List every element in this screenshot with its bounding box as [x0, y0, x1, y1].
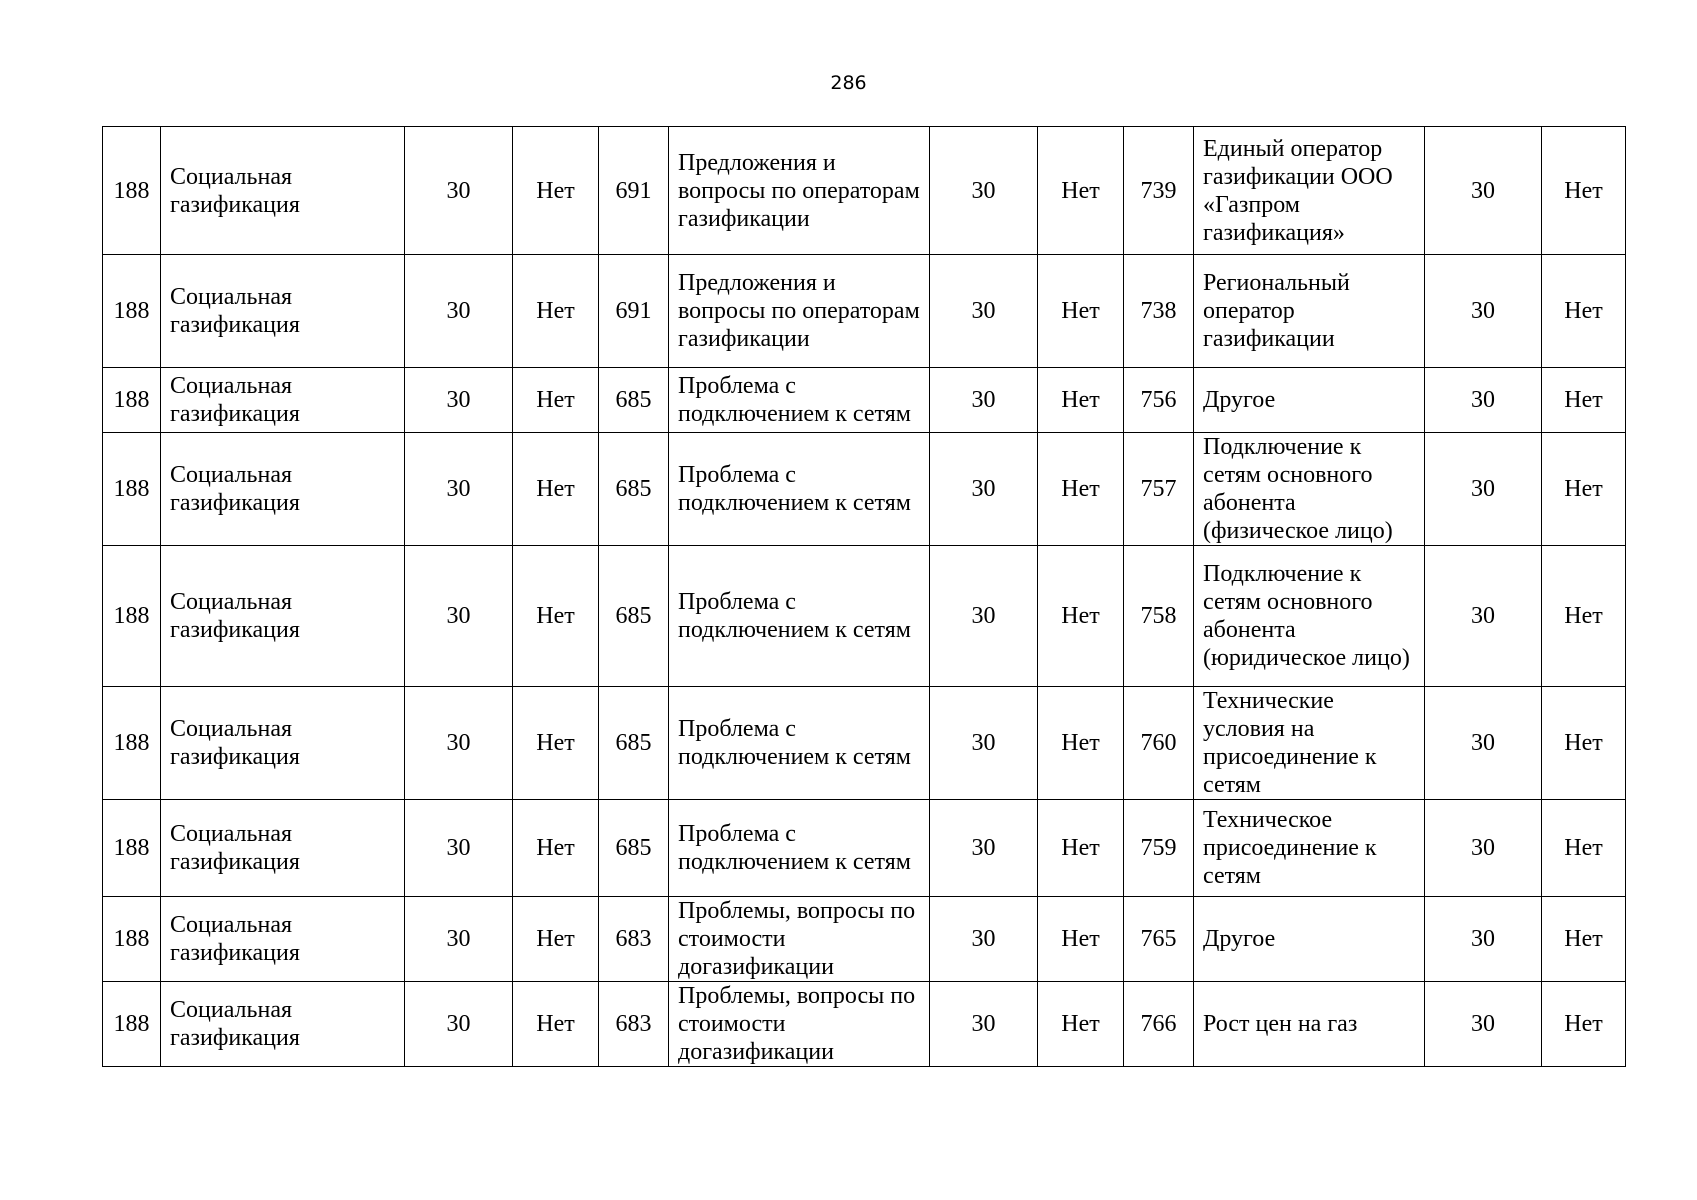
item-cell: Региональный оператор газификации	[1194, 255, 1425, 368]
subtopic-cell: Проблемы, вопросы по стоимости догазификации	[669, 897, 930, 982]
subtopic-flag-cell: Нет	[1038, 982, 1124, 1067]
item-flag-cell: Нет	[1542, 546, 1626, 687]
topic-flag-cell: Нет	[513, 897, 599, 982]
subtopic-code-cell: 683	[599, 897, 669, 982]
item-cell: Единый оператор газификации ООО «Газпром газификация»	[1194, 127, 1425, 255]
subtopic-flag-cell: Нет	[1038, 127, 1124, 255]
item-cell: Подключение к сетям основного абонента (юридическое лицо)	[1194, 546, 1425, 687]
topic-flag-cell: Нет	[513, 433, 599, 546]
topic-flag-cell: Нет	[513, 800, 599, 897]
subtopic-flag-cell: Нет	[1038, 546, 1124, 687]
topic-days-cell: 30	[405, 127, 513, 255]
item-code-cell: 759	[1124, 800, 1194, 897]
row-number-cell: 188	[103, 255, 161, 368]
item-code-cell: 760	[1124, 687, 1194, 800]
row-number-cell: 188	[103, 687, 161, 800]
topic-flag-cell: Нет	[513, 687, 599, 800]
topic-days-cell: 30	[405, 368, 513, 433]
item-code-cell: 739	[1124, 127, 1194, 255]
subtopic-days-cell: 30	[930, 255, 1038, 368]
topic-cell: Социальная газификация	[161, 368, 405, 433]
row-number-cell: 188	[103, 800, 161, 897]
table-row	[103, 546, 1626, 687]
subtopic-cell: Предложения и вопросы по операторам газификации	[669, 255, 930, 368]
topic-flag-cell: Нет	[513, 127, 599, 255]
table-row	[103, 255, 1626, 368]
subtopic-code-cell: 691	[599, 255, 669, 368]
topic-days-cell: 30	[405, 897, 513, 982]
subtopic-cell: Проблема с подключением к сетям	[669, 687, 930, 800]
row-number-cell: 188	[103, 433, 161, 546]
topic-days-cell: 30	[405, 800, 513, 897]
table-row	[103, 127, 1626, 255]
topic-flag-cell: Нет	[513, 982, 599, 1067]
item-flag-cell: Нет	[1542, 800, 1626, 897]
subtopic-flag-cell: Нет	[1038, 433, 1124, 546]
table-row	[103, 687, 1626, 800]
item-days-cell: 30	[1425, 546, 1542, 687]
subtopic-flag-cell: Нет	[1038, 255, 1124, 368]
subtopic-flag-cell: Нет	[1038, 368, 1124, 433]
topic-cell: Социальная газификация	[161, 982, 405, 1067]
subtopic-days-cell: 30	[930, 546, 1038, 687]
subtopic-code-cell: 683	[599, 982, 669, 1067]
subtopic-days-cell: 30	[930, 800, 1038, 897]
item-code-cell: 738	[1124, 255, 1194, 368]
subtopic-cell: Проблема с подключением к сетям	[669, 800, 930, 897]
subtopic-cell: Проблема с подключением к сетям	[669, 368, 930, 433]
topic-cell: Социальная газификация	[161, 546, 405, 687]
row-number-cell: 188	[103, 368, 161, 433]
item-cell: Технические условия на присоединение к сетям	[1194, 687, 1425, 800]
subtopic-cell: Проблема с подключением к сетям	[669, 546, 930, 687]
item-code-cell: 757	[1124, 433, 1194, 546]
item-days-cell: 30	[1425, 127, 1542, 255]
table-row	[103, 982, 1626, 1067]
item-flag-cell: Нет	[1542, 687, 1626, 800]
item-flag-cell: Нет	[1542, 368, 1626, 433]
subtopic-code-cell: 685	[599, 433, 669, 546]
subtopic-days-cell: 30	[930, 127, 1038, 255]
subtopic-days-cell: 30	[930, 433, 1038, 546]
topic-cell: Социальная газификация	[161, 433, 405, 546]
topic-cell: Социальная газификация	[161, 687, 405, 800]
row-number-cell: 188	[103, 897, 161, 982]
subtopic-flag-cell: Нет	[1038, 897, 1124, 982]
page-number: 286	[830, 72, 867, 94]
subtopic-code-cell: 685	[599, 546, 669, 687]
subtopic-days-cell: 30	[930, 687, 1038, 800]
topic-days-cell: 30	[405, 546, 513, 687]
topic-flag-cell: Нет	[513, 255, 599, 368]
row-number-cell: 188	[103, 546, 161, 687]
item-days-cell: 30	[1425, 982, 1542, 1067]
item-cell: Другое	[1194, 368, 1425, 433]
item-flag-cell: Нет	[1542, 127, 1626, 255]
subtopic-code-cell: 685	[599, 368, 669, 433]
item-days-cell: 30	[1425, 897, 1542, 982]
item-flag-cell: Нет	[1542, 897, 1626, 982]
subtopic-days-cell: 30	[930, 368, 1038, 433]
subtopic-days-cell: 30	[930, 897, 1038, 982]
topic-cell: Социальная газификация	[161, 127, 405, 255]
item-days-cell: 30	[1425, 687, 1542, 800]
item-code-cell: 766	[1124, 982, 1194, 1067]
topic-days-cell: 30	[405, 255, 513, 368]
topic-cell: Социальная газификация	[161, 255, 405, 368]
subtopic-cell: Предложения и вопросы по операторам газификации	[669, 127, 930, 255]
item-days-cell: 30	[1425, 255, 1542, 368]
subtopic-flag-cell: Нет	[1038, 687, 1124, 800]
topic-flag-cell: Нет	[513, 368, 599, 433]
item-flag-cell: Нет	[1542, 433, 1626, 546]
item-cell: Другое	[1194, 897, 1425, 982]
item-days-cell: 30	[1425, 800, 1542, 897]
subtopic-code-cell: 691	[599, 127, 669, 255]
subtopic-cell: Проблемы, вопросы по стоимости догазификации	[669, 982, 930, 1067]
subtopic-cell: Проблема с подключением к сетям	[669, 433, 930, 546]
topic-flag-cell: Нет	[513, 546, 599, 687]
item-cell: Техническое присоединение к сетям	[1194, 800, 1425, 897]
row-number-cell: 188	[103, 982, 161, 1067]
subtopic-flag-cell: Нет	[1038, 800, 1124, 897]
subtopic-code-cell: 685	[599, 687, 669, 800]
item-flag-cell: Нет	[1542, 255, 1626, 368]
table-row	[103, 433, 1626, 546]
row-number-cell: 188	[103, 127, 161, 255]
topic-days-cell: 30	[405, 982, 513, 1067]
topic-days-cell: 30	[405, 433, 513, 546]
topic-days-cell: 30	[405, 687, 513, 800]
table-row	[103, 897, 1626, 982]
item-code-cell: 765	[1124, 897, 1194, 982]
item-code-cell: 758	[1124, 546, 1194, 687]
subtopic-code-cell: 685	[599, 800, 669, 897]
item-days-cell: 30	[1425, 368, 1542, 433]
subtopic-days-cell: 30	[930, 982, 1038, 1067]
topic-cell: Социальная газификация	[161, 897, 405, 982]
item-cell: Рост цен на газ	[1194, 982, 1425, 1067]
item-code-cell: 756	[1124, 368, 1194, 433]
item-flag-cell: Нет	[1542, 982, 1626, 1067]
item-days-cell: 30	[1425, 433, 1542, 546]
topic-cell: Социальная газификация	[161, 800, 405, 897]
table-row	[103, 368, 1626, 433]
data-table	[102, 126, 1626, 1067]
item-cell: Подключение к сетям основного абонента (физическое лицо)	[1194, 433, 1425, 546]
table-row	[103, 800, 1626, 897]
